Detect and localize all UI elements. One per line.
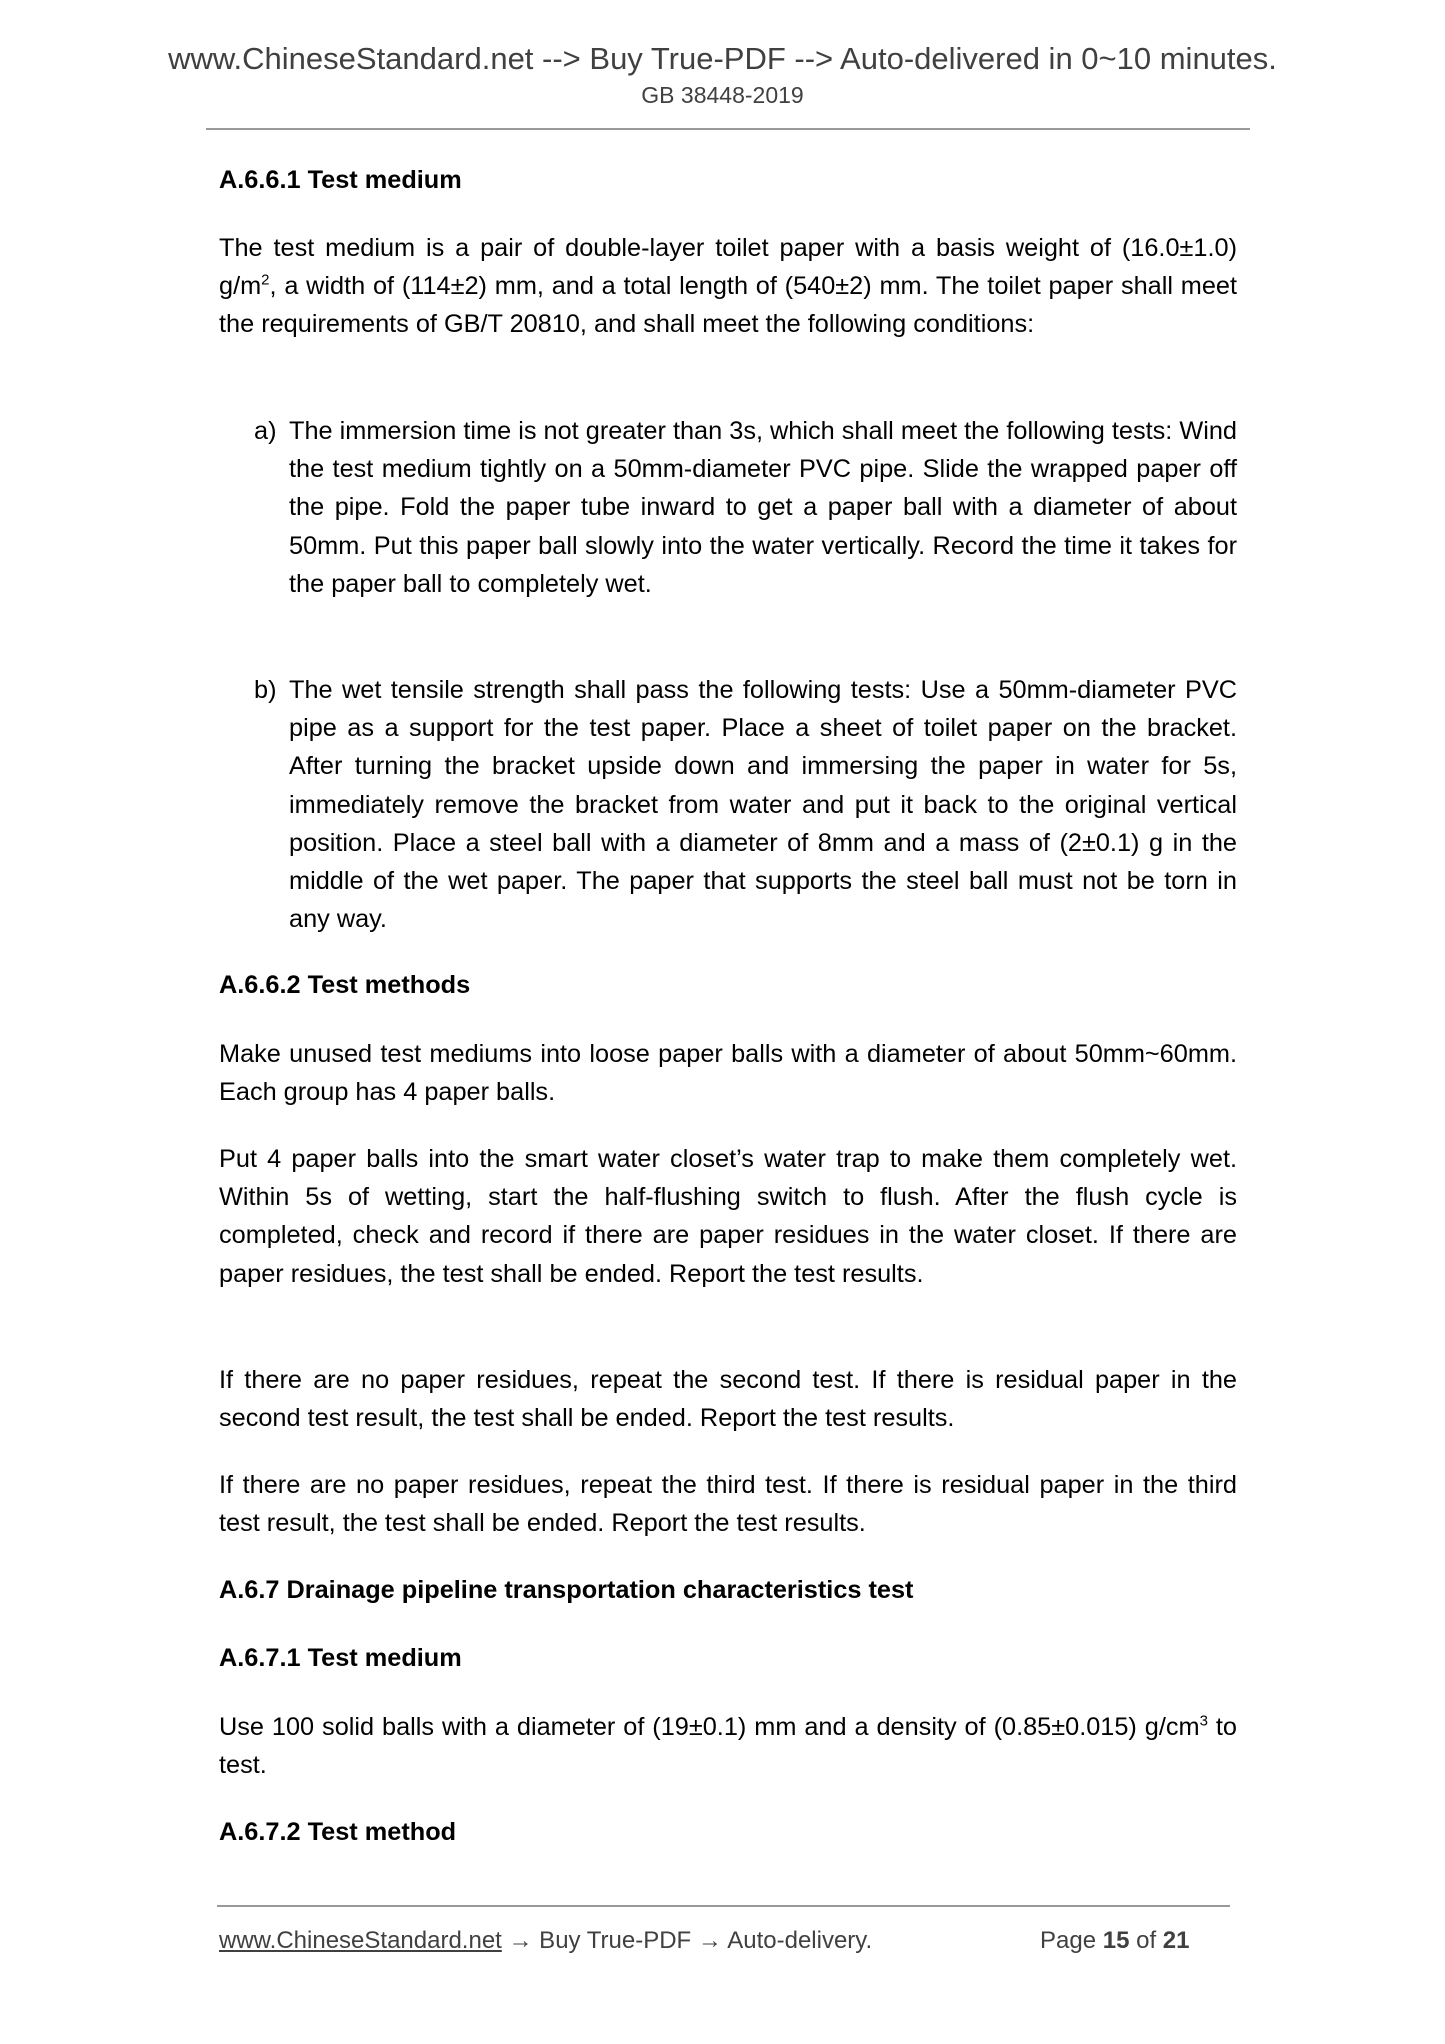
footer-divider — [217, 1905, 1230, 1907]
standard-number: GB 38448-2019 — [641, 82, 804, 108]
footer-link[interactable]: www.ChineseStandard.net — [219, 1927, 502, 1954]
paragraph: Put 4 paper balls into the smart water closet’s water trap to make them completely wet. Within 5s of wetting, start the half-flushing switch to flush. After the flush cycle is completed, check and record if there are paper residues in the water closet. If there are paper residues, the test shall be ended. Report the test results. — [219, 1145, 1237, 1288]
heading-a672: A.6.7.2 Test method — [219, 1818, 457, 1846]
p6-text-a: Use 100 solid balls with a diameter of (19±0.1) mm and a density of (0.85±0.015) g/cm — [219, 1713, 1200, 1741]
footer-left — [219, 1925, 872, 1957]
of-label: of — [1136, 1927, 1157, 1954]
list-item-a — [254, 412, 1237, 603]
footer-text: → Buy True-PDF → Auto-delivery. — [501, 1927, 873, 1954]
list-item-b — [254, 671, 1237, 938]
paragraph: If there are no paper residues, repeat the second test. If there is residual paper in the second test result, the test shall be ended. Report the test results. — [219, 1366, 1237, 1433]
heading-a671: A.6.7.1 Test medium — [219, 1644, 462, 1672]
p6-sup: 3 — [1199, 1712, 1208, 1730]
page-total: 21 — [1162, 1927, 1190, 1954]
heading-a67: A.6.7 Drainage pipeline transportation characteristics test — [219, 1576, 914, 1604]
p1-text-a: The test medium is a pair of double-layer toilet paper with a basis weight of (16.0±1.0) g/m — [219, 234, 1237, 301]
header-divider — [206, 128, 1250, 130]
paragraph: Make unused test mediums into loose paper balls with a diameter of about 50mm~60mm. Each group has 4 paper balls. — [219, 1040, 1237, 1107]
p1-text-b: , a width of (114±2) mm, and a total length of (540±2) mm. The toilet paper shall meet the requirements of GB/T 20810, and shall meet the following conditions: — [219, 272, 1237, 339]
paragraph-solid-balls — [219, 1708, 1237, 1784]
list-text: The wet tensile strength shall pass the following tests: Use a 50mm-diameter PVC pipe as a support for the test paper. Place a sheet of toilet paper on the bracket. After turning the bracket upside down and immersing the paper in water for 5s, immediately remove the bracket from water and put it back to the original vertical position. Place a steel ball with a diameter of 8mm and a mass of (2±0.1) g in the middle of the wet paper. The paper that supports the steel ball must not be torn in any way. — [289, 676, 1237, 934]
heading-a661: A.6.6.1 Test medium — [219, 166, 462, 194]
page-number: 15 — [1102, 1927, 1130, 1954]
heading-a662: A.6.6.2 Test methods — [219, 971, 471, 999]
list-marker: a) — [254, 417, 277, 445]
page-indicator — [1040, 1925, 1190, 1957]
list-text: The immersion time is not greater than 3s, which shall meet the following tests: Wind the test medium tightly on a 50mm-diameter PVC pipe. Slide the wrapped paper off the pipe. Fold the paper tube inward to get a paper ball with a diameter of about 50mm. Put this paper ball slowly into the water vertically. Record the time it takes for the paper ball to completely wet. — [289, 417, 1237, 598]
paragraph: If there are no paper residues, repeat the third test. If there is residual paper in the third test result, the test shall be ended. Report the test results. — [219, 1471, 1237, 1538]
p6-text-b: to test. — [219, 1713, 1237, 1780]
page-label: Page — [1040, 1927, 1097, 1954]
header-banner: www.ChineseStandard.net --> Buy True-PDF --> Auto-delivered in 0~10 minutes. — [168, 41, 1277, 76]
p1-sup: 2 — [261, 271, 270, 289]
list-marker: b) — [254, 676, 277, 704]
paragraph-test-medium — [219, 229, 1237, 344]
